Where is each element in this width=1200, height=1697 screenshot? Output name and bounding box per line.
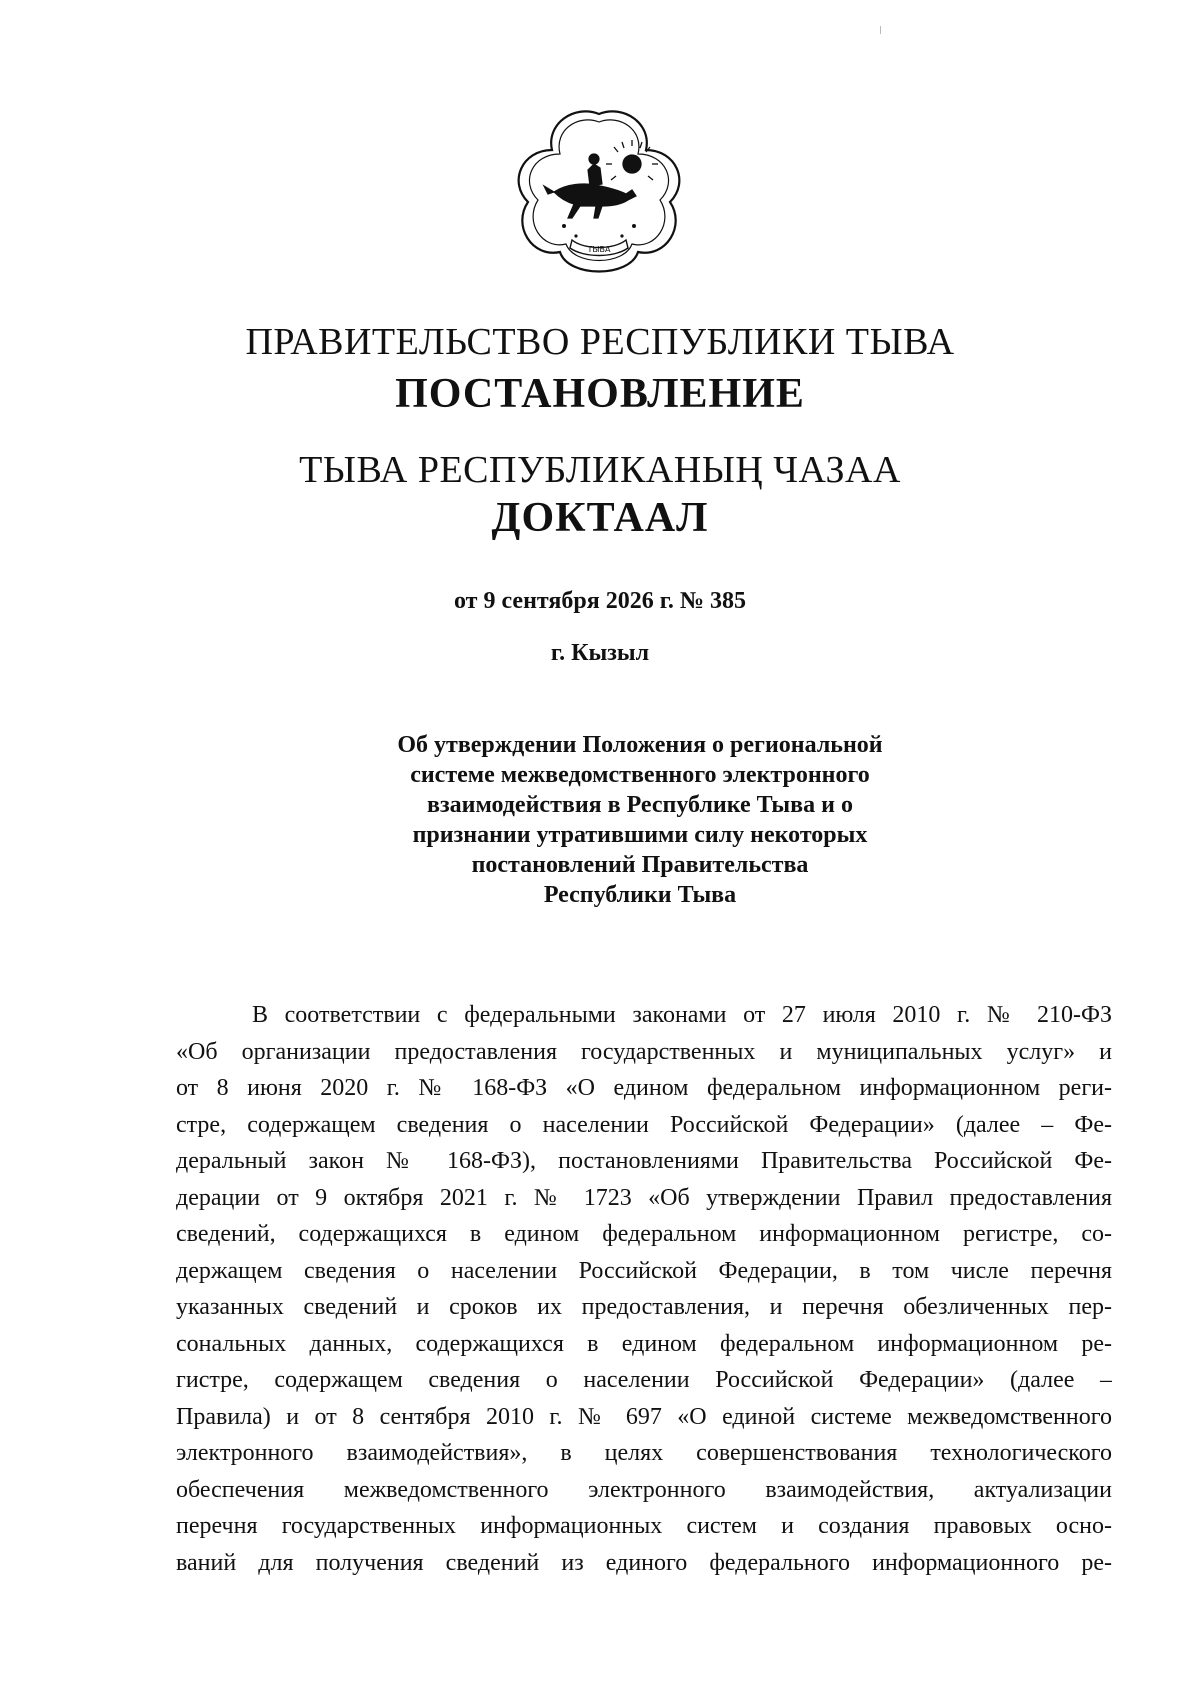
decree-date-number: от 9 сентября 2026 г. № 385 (454, 588, 746, 614)
body-line: деральный закон № 168-ФЗ), постановлениями Правительства Российской Фе- (176, 1148, 1112, 1174)
body-line: от 8 июня 2020 г. № 168-ФЗ «О едином федеральном информационном реги- (176, 1075, 1112, 1101)
body-line: электронного взаимодействия», в целях совершенствования технологического (176, 1440, 1112, 1466)
body-line: В соответствии с федеральными законами от 27 июля 2010 г. № 210-ФЗ (252, 1002, 1112, 1028)
decree-title (340, 730, 940, 910)
title-line: Об утверждении Положения о региональной (397, 732, 883, 758)
decree-type-ru: ПОСТАНОВЛЕНИЕ (395, 371, 805, 417)
decree-type-tv: ДОКТААЛ (491, 495, 709, 541)
title-line: Республики Тыва (543, 882, 737, 908)
body-line: держащем сведения о населении Российской Федерации, в том числе перечня (176, 1257, 1112, 1284)
government-name-tv: ТЫВА РЕСПУБЛИКАНЫҢ ЧАЗАА (299, 449, 901, 491)
scan-artifact (880, 26, 881, 34)
title-line: признании утратившими силу некоторых (412, 822, 868, 848)
body-line: сональных данных, содержащихся в едином федеральном информационном ре- (176, 1330, 1112, 1357)
tuva-emblem-icon (514, 106, 684, 276)
title-line: взаимодействия в Республике Тыва и о (427, 792, 853, 818)
emblem-ribbon-text: ТЫВА (587, 245, 611, 254)
body-line: обеспечения межведомственного электронного взаимодействия, актуализации (176, 1476, 1112, 1503)
decree-city: г. Кызыл (550, 640, 650, 666)
title-line: постановлений Правительства (471, 852, 809, 878)
title-line: системе межведомственного электронного (410, 762, 870, 788)
body-line: гистре, содержащем сведения о населении Российской Федерации» (далее – (176, 1367, 1112, 1393)
decree-body (176, 997, 1112, 1581)
body-line: ваний для получения сведений из единого федерального информационного ре- (176, 1549, 1112, 1576)
body-line: перечня государственных информационных систем и создания правовых осно- (176, 1513, 1112, 1539)
government-name-ru: ПРАВИТЕЛЬСТВО РЕСПУБЛИКИ ТЫВА (245, 321, 955, 363)
body-line: стре, содержащем сведения о населении Российской Федерации» (далее – Фе- (176, 1111, 1112, 1138)
body-line: указанных сведений и сроков их предоставления, и перечня обезличенных пер- (176, 1294, 1112, 1320)
body-line: Правила) и от 8 сентября 2010 г. № 697 «О единой системе межведомственного (176, 1403, 1112, 1430)
body-line: дерации от 9 октября 2021 г. № 1723 «Об утверждении Правил предоставления (176, 1184, 1112, 1211)
body-line: сведений, содержащихся в едином федеральном информационном регистре, со- (176, 1221, 1112, 1247)
body-line: «Об организации предоставления государственных и муниципальных услуг» и (176, 1038, 1112, 1065)
